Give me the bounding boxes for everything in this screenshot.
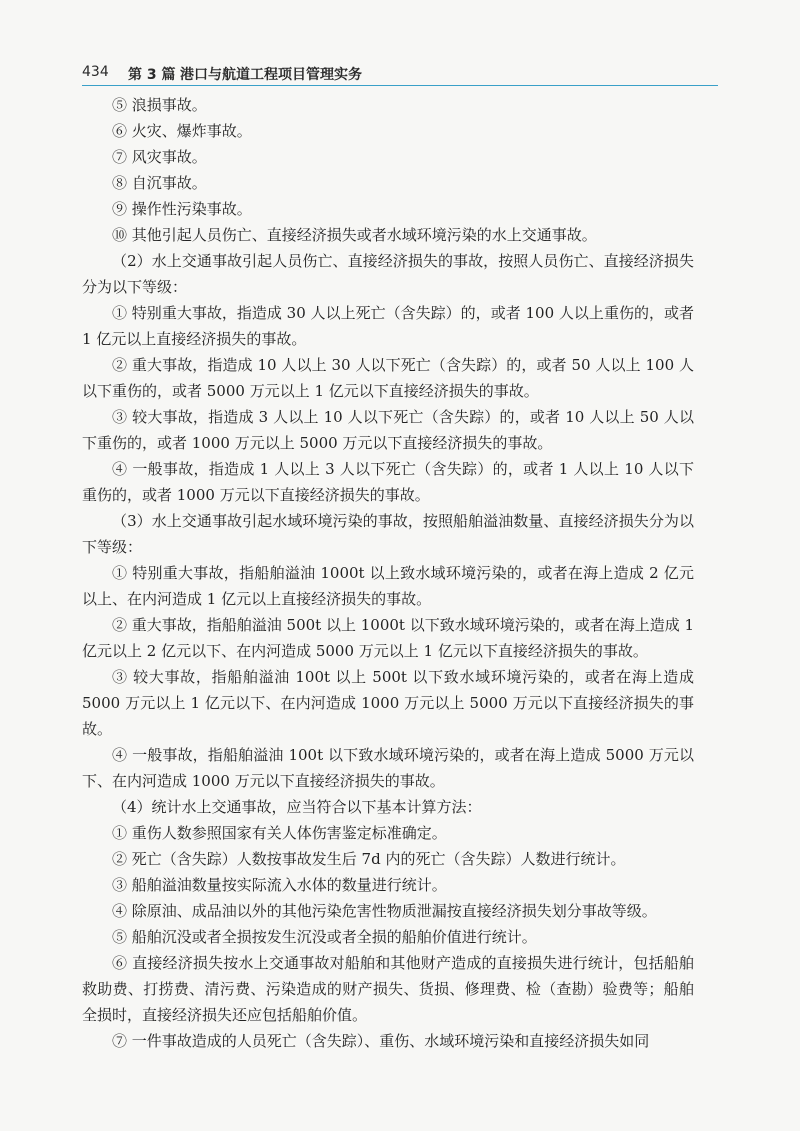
part-label: 第 3 篇	[128, 67, 176, 83]
list-item: ⑥ 直接经济损失按水上交通事故对船舶和其他财产造成的直接损失进行统计，包括船舶救助费、打捞费、清污费、污染造成的财产损失、货损、修理费、检（查勘）验费等；船舶全损时，直接经济损失还应包括船舶价值。	[82, 954, 694, 1024]
list-item: ② 死亡（含失踪）人数按事故发生后 7d 内的死亡（含失踪）人数进行统计。	[112, 850, 626, 868]
section-paragraph: （4）统计水上交通事故，应当符合以下基本计算方法：	[112, 798, 482, 816]
section-paragraph: （3）水上交通事故引起水域环境污染的事故，按照船舶溢油数量、直接经济损失分为以下等级：	[82, 512, 694, 556]
list-item: ④ 除原油、成品油以外的其他污染危害性物质泄漏按直接经济损失划分事故等级。	[112, 902, 657, 920]
page-number: 434	[82, 64, 109, 80]
list-item: ① 特别重大事故，指造成 30 人以上死亡（含失踪）的，或者 100 人以上重伤的，或者 1 亿元以上直接经济损失的事故。	[82, 304, 694, 348]
list-item: ① 重伤人数参照国家有关人体伤害鉴定标准确定。	[112, 824, 447, 842]
page-body	[82, 92, 694, 1054]
list-item: ⑦ 一件事故造成的人员死亡（含失踪）、重伤、水域环境污染和直接经济损失如同	[112, 1032, 650, 1050]
list-item: ⑧ 自沉事故。	[112, 174, 207, 192]
list-item: ③ 船舶溢油数量按实际流入水体的数量进行统计。	[112, 876, 447, 894]
list-item: ③ 较大事故，指造成 3 人以上 10 人以下死亡（含失踪）的，或者 10 人以上 50 人以下重伤的，或者 1000 万元以上 5000 万元以下直接经济损失的事故。	[82, 408, 694, 452]
header-rule	[82, 85, 718, 86]
list-item: ① 特别重大事故，指船舶溢油 1000t 以上致水域环境污染的，或者在海上造成 2 亿元以上、在内河造成 1 亿元以上直接经济损失的事故。	[82, 564, 694, 608]
list-item: ④ 一般事故，指造成 1 人以上 3 人以下死亡（含失踪）的，或者 1 人以上 10 人以下重伤的，或者 1000 万元以下直接经济损失的事故。	[82, 460, 694, 504]
list-item: ⑤ 浪损事故。	[112, 96, 207, 114]
list-item: ⑩ 其他引起人员伤亡、直接经济损失或者水域环境污染的水上交通事故。	[112, 226, 597, 244]
running-title: 港口与航道工程项目管理实务	[180, 67, 362, 83]
list-item: ④ 一般事故，指船舶溢油 100t 以下致水域环境污染的，或者在海上造成 5000 万元以下、在内河造成 1000 万元以下直接经济损失的事故。	[82, 746, 694, 790]
list-item: ⑨ 操作性污染事故。	[112, 200, 252, 218]
page-header	[82, 56, 718, 86]
list-item: ② 重大事故，指造成 10 人以上 30 人以下死亡（含失踪）的，或者 50 人以上 100 人以下重伤的，或者 5000 万元以上 1 亿元以下直接经济损失的事故。	[82, 356, 694, 400]
list-item: ③ 较大事故，指船舶溢油 100t 以上 500t 以下致水域环境污染的，或者在海上造成 5000 万元以上 1 亿元以下、在内河造成 1000 万元以上 5000 万元以下直接经济损失的事故。	[82, 668, 694, 738]
list-item: ⑥ 火灾、爆炸事故。	[112, 122, 252, 140]
list-item: ⑦ 风灾事故。	[112, 148, 207, 166]
section-paragraph: （2）水上交通事故引起人员伤亡、直接经济损失的事故，按照人员伤亡、直接经济损失分为以下等级：	[82, 252, 694, 296]
list-item: ⑤ 船舶沉没或者全损按发生沉没或者全损的船舶价值进行统计。	[112, 928, 537, 946]
list-item: ② 重大事故，指船舶溢油 500t 以上 1000t 以下致水域环境污染的，或者在海上造成 1 亿元以上 2 亿元以下、在内河造成 5000 万元以上 1 亿元以下直接经济损失的事故。	[82, 616, 695, 660]
